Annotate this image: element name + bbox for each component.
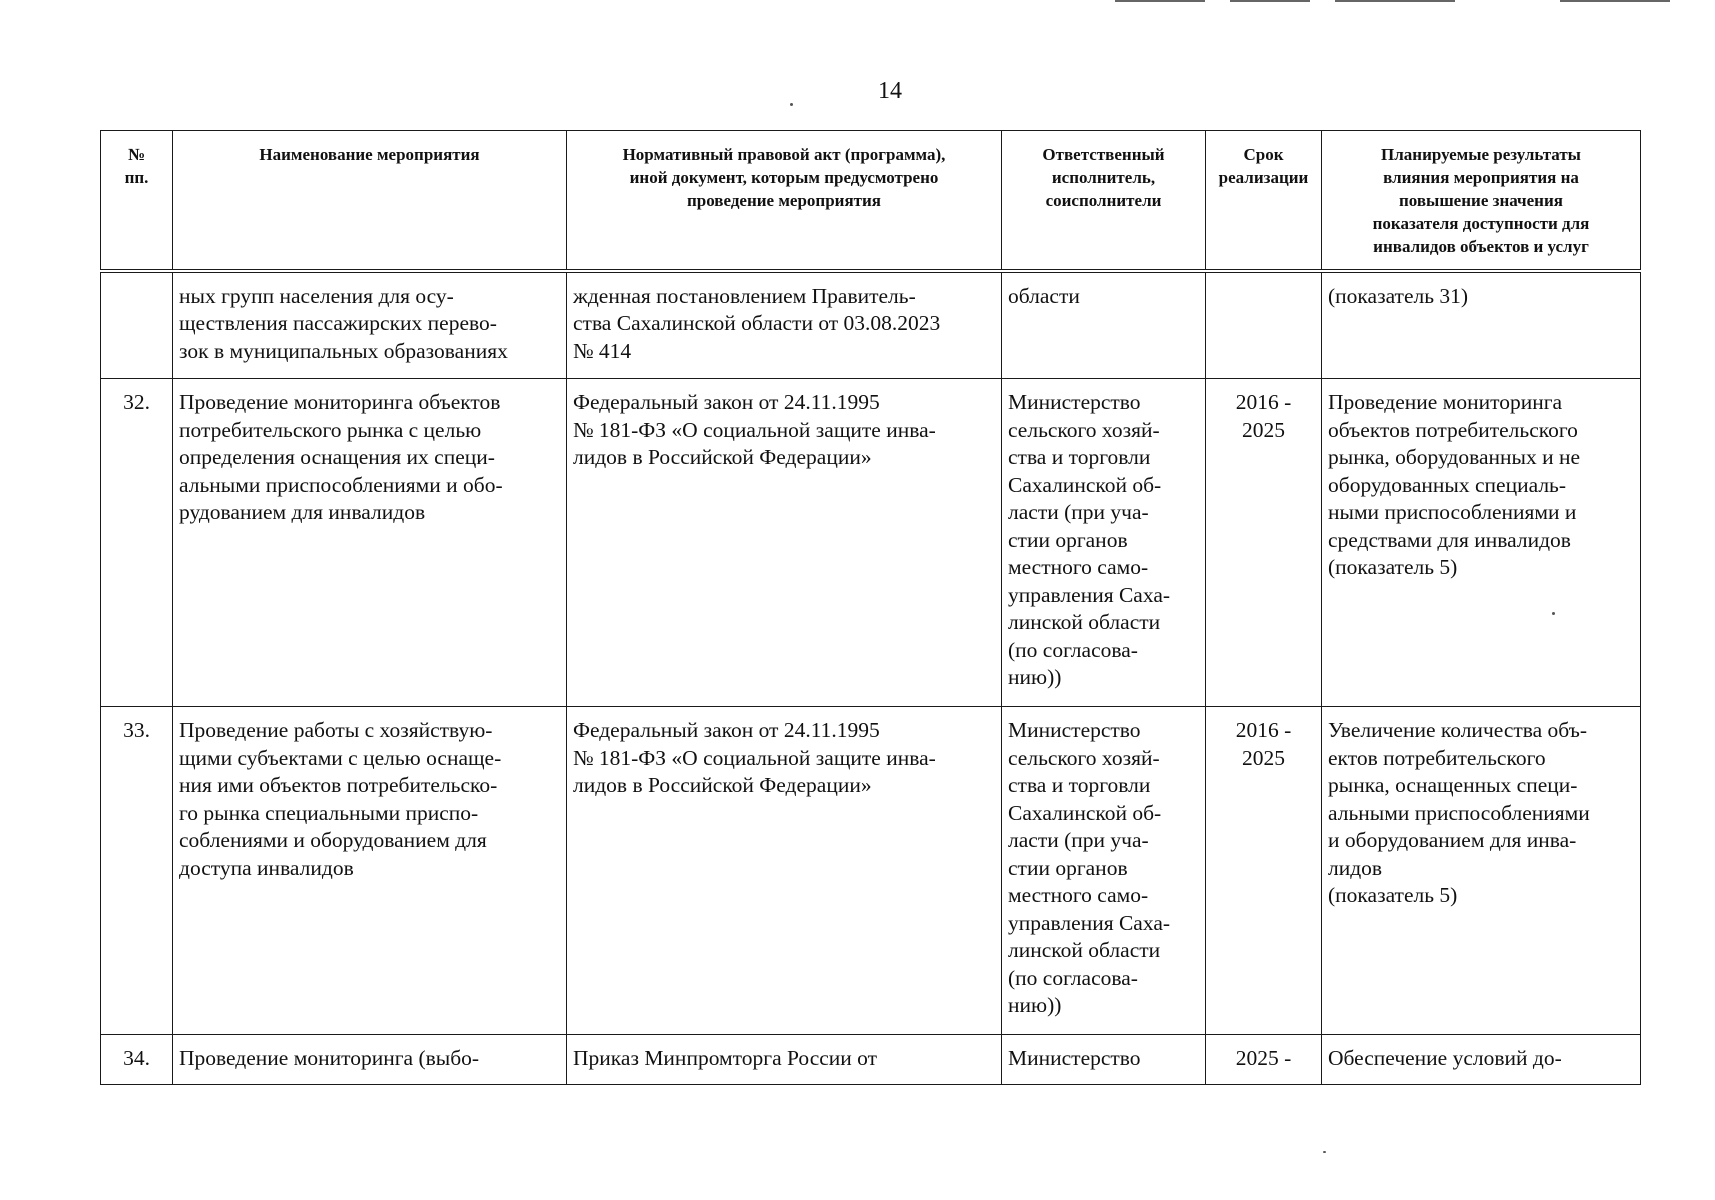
cell-text-line: Министерство — [1008, 718, 1141, 742]
header-name — [173, 131, 567, 271]
cell-text-line: Проведение мониторинга — [1328, 390, 1563, 414]
cell-num — [101, 707, 173, 1035]
cell-name — [173, 1035, 567, 1085]
cell-result — [1322, 1035, 1641, 1085]
cell-text-line: сельского хозяй- — [1008, 745, 1160, 770]
cell-name — [173, 379, 567, 707]
cell-text-line: местного само- — [1008, 883, 1149, 907]
cell-term — [1206, 707, 1322, 1035]
cell-text-line: № — [127, 145, 146, 164]
scan-speck — [1323, 1151, 1326, 1153]
cell-text-line: Сахалинской об- — [1008, 800, 1162, 825]
cell-text-line: ными приспособлениями и — [1328, 500, 1577, 524]
cell-text-line: показателя доступности для — [1372, 214, 1590, 233]
cell-text-line: 2025 - — [1235, 1046, 1292, 1070]
cell-text-line: Наименование мероприятия — [259, 145, 480, 164]
cell-text-line: оборудованных специаль- — [1328, 472, 1567, 497]
cell-text-line: Сахалинской об- — [1008, 472, 1162, 497]
scan-edge-line — [1335, 0, 1455, 2]
cell-text-line: 33. — [123, 718, 150, 742]
cell-text-line: (показатель 31) — [1328, 283, 1469, 308]
cell-result — [1322, 271, 1641, 379]
cell-text-line: местного само- — [1008, 555, 1149, 579]
cell-text-line: области — [1008, 283, 1080, 308]
cell-text-line: жденная постановлением Правитель- — [573, 283, 916, 308]
cell-text-line: ласти (при уча- — [1008, 500, 1149, 524]
cell-text-line: определения оснащения их специ- — [179, 445, 495, 469]
cell-text-line: Приказ Минпромторга России от — [573, 1046, 878, 1070]
cell-term — [1206, 1035, 1322, 1085]
cell-responsible — [1002, 379, 1206, 707]
cell-result — [1322, 707, 1641, 1035]
cell-text-line: № 414 — [573, 338, 632, 363]
cell-text-line: управления Саха- — [1008, 910, 1171, 935]
cell-text-line: альными приспособлениями — [1328, 800, 1590, 825]
cell-text-line: ства и торговли — [1008, 445, 1151, 469]
cell-text-line: Проведение мониторинга объектов — [179, 390, 501, 414]
cell-text-line: Обеспечение условий до- — [1328, 1046, 1562, 1070]
cell-text-line: 34. — [123, 1046, 150, 1070]
cell-text-line: (по согласова- — [1008, 965, 1138, 990]
cell-act — [567, 1035, 1002, 1085]
scan-edge-line — [1560, 0, 1670, 2]
cell-text-line: 2025 — [1242, 417, 1285, 442]
cell-text-line: зок в муниципальных образованиях — [179, 338, 508, 363]
cell-text-line: исполнитель, — [1051, 168, 1156, 187]
cell-text-line: доступа инвалидов — [179, 855, 354, 880]
cell-name — [173, 271, 567, 379]
table-row — [101, 379, 1641, 707]
cell-text-line: управления Саха- — [1008, 582, 1171, 607]
scan-edge-line — [1230, 0, 1310, 2]
header-result — [1322, 131, 1641, 271]
cell-responsible — [1002, 1035, 1206, 1085]
cell-text-line: лидов в Российской Федерации» — [573, 773, 872, 797]
cell-text-line: 32. — [123, 390, 150, 414]
cell-text-line: (показатель 5) — [1328, 555, 1458, 579]
cell-act — [567, 271, 1002, 379]
cell-text-line: Срок — [1243, 145, 1284, 164]
cell-text-line: пп. — [124, 168, 149, 187]
cell-text-line: Проведение работы с хозяйствую- — [179, 718, 493, 742]
cell-text-line: Министерство — [1008, 1046, 1141, 1070]
cell-act — [567, 707, 1002, 1035]
cell-text-line: Ответственный — [1042, 145, 1165, 164]
cell-text-line: 2025 — [1242, 745, 1285, 770]
cell-text-line: 2016 - — [1235, 718, 1292, 742]
cell-text-line: объектов потребительского — [1328, 417, 1578, 442]
cell-text-line: ных групп населения для осу- — [179, 283, 454, 308]
cell-text-line: № 181-ФЗ «О социальной защите инва- — [573, 417, 936, 442]
cell-num — [101, 1035, 173, 1085]
cell-text-line: лидов — [1328, 855, 1383, 880]
cell-text-line: средствами для инвалидов — [1328, 527, 1571, 552]
cell-text-line: и оборудованием для инва- — [1328, 828, 1577, 852]
cell-text-line: (по согласова- — [1008, 637, 1138, 662]
cell-act — [567, 379, 1002, 707]
cell-responsible — [1002, 707, 1206, 1035]
table-row — [101, 1035, 1641, 1085]
cell-text-line: Увеличение количества объ- — [1328, 718, 1587, 742]
cell-result — [1322, 379, 1641, 707]
cell-text-line: рынка, оборудованных и не — [1328, 445, 1581, 469]
cell-term — [1206, 379, 1322, 707]
cell-text-line: соисполнители — [1045, 191, 1162, 210]
cell-text-line: Нормативный правовой акт (программа), — [622, 145, 946, 164]
cell-text-line: рынка, оснащенных специ- — [1328, 773, 1578, 797]
measures-table — [100, 130, 1641, 1085]
cell-text-line: лидов в Российской Федерации» — [573, 445, 872, 469]
table-header-row — [101, 131, 1641, 271]
cell-text-line: ектов потребительского — [1328, 745, 1546, 770]
cell-text-line: стии органов — [1008, 855, 1128, 880]
cell-text-line: влияния мероприятия на — [1383, 168, 1579, 187]
cell-text-line: Проведение мониторинга (выбо- — [179, 1046, 480, 1070]
scan-edge-line — [1115, 0, 1205, 2]
cell-text-line: соблениями и оборудованием для — [179, 828, 487, 852]
cell-text-line: ства и торговли — [1008, 773, 1151, 797]
cell-text-line: сельского хозяй- — [1008, 417, 1160, 442]
header-num — [101, 131, 173, 271]
cell-text-line: го рынка специальными приспо- — [179, 800, 479, 825]
header-term — [1206, 131, 1322, 271]
cell-text-line: ласти (при уча- — [1008, 828, 1149, 852]
table-row — [101, 707, 1641, 1035]
cell-text-line: реализации — [1218, 168, 1309, 187]
cell-text-line: потребительского рынка с целью — [179, 417, 482, 442]
cell-text-line: щими субъектами с целью оснаще- — [179, 745, 502, 770]
cell-text-line: стии органов — [1008, 527, 1128, 552]
header-act — [567, 131, 1002, 271]
cell-num — [101, 271, 173, 379]
cell-text-line: Планируемые результаты — [1381, 145, 1581, 164]
cell-text-line: Федеральный закон от 24.11.1995 — [573, 390, 880, 414]
cell-text-line: (показатель 5) — [1328, 883, 1458, 907]
cell-text-line: ства Сахалинской области от 03.08.2023 — [573, 311, 941, 335]
cell-text-line: рудованием для инвалидов — [179, 500, 426, 524]
cell-text-line: ния ими объектов потребительско- — [179, 773, 498, 797]
cell-responsible — [1002, 271, 1206, 379]
page-number: 14 — [878, 78, 902, 104]
cell-text-line: № 181-ФЗ «О социальной защите инва- — [573, 745, 936, 770]
cell-term — [1206, 271, 1322, 379]
cell-text-line: линской области — [1008, 938, 1161, 962]
cell-name — [173, 707, 567, 1035]
table-row — [101, 271, 1641, 379]
cell-text-line: нию)) — [1008, 993, 1062, 1017]
cell-text-line: Федеральный закон от 24.11.1995 — [573, 718, 880, 742]
cell-text-line: повышение значения — [1399, 191, 1563, 210]
cell-text-line: иной документ, которым предусмотрено — [629, 168, 939, 187]
cell-text-line: Министерство — [1008, 390, 1141, 414]
cell-text-line: ществления пассажирских перево- — [179, 311, 497, 335]
cell-num — [101, 379, 173, 707]
cell-text-line: инвалидов объектов и услуг — [1373, 237, 1589, 256]
cell-text-line: 2016 - — [1235, 390, 1292, 414]
header-responsible — [1002, 131, 1206, 271]
cell-text-line: линской области — [1008, 610, 1161, 634]
cell-text-line: альными приспособлениями и обо- — [179, 472, 503, 497]
cell-text-line: проведение мероприятия — [686, 191, 882, 210]
cell-text-line: нию)) — [1008, 665, 1062, 689]
